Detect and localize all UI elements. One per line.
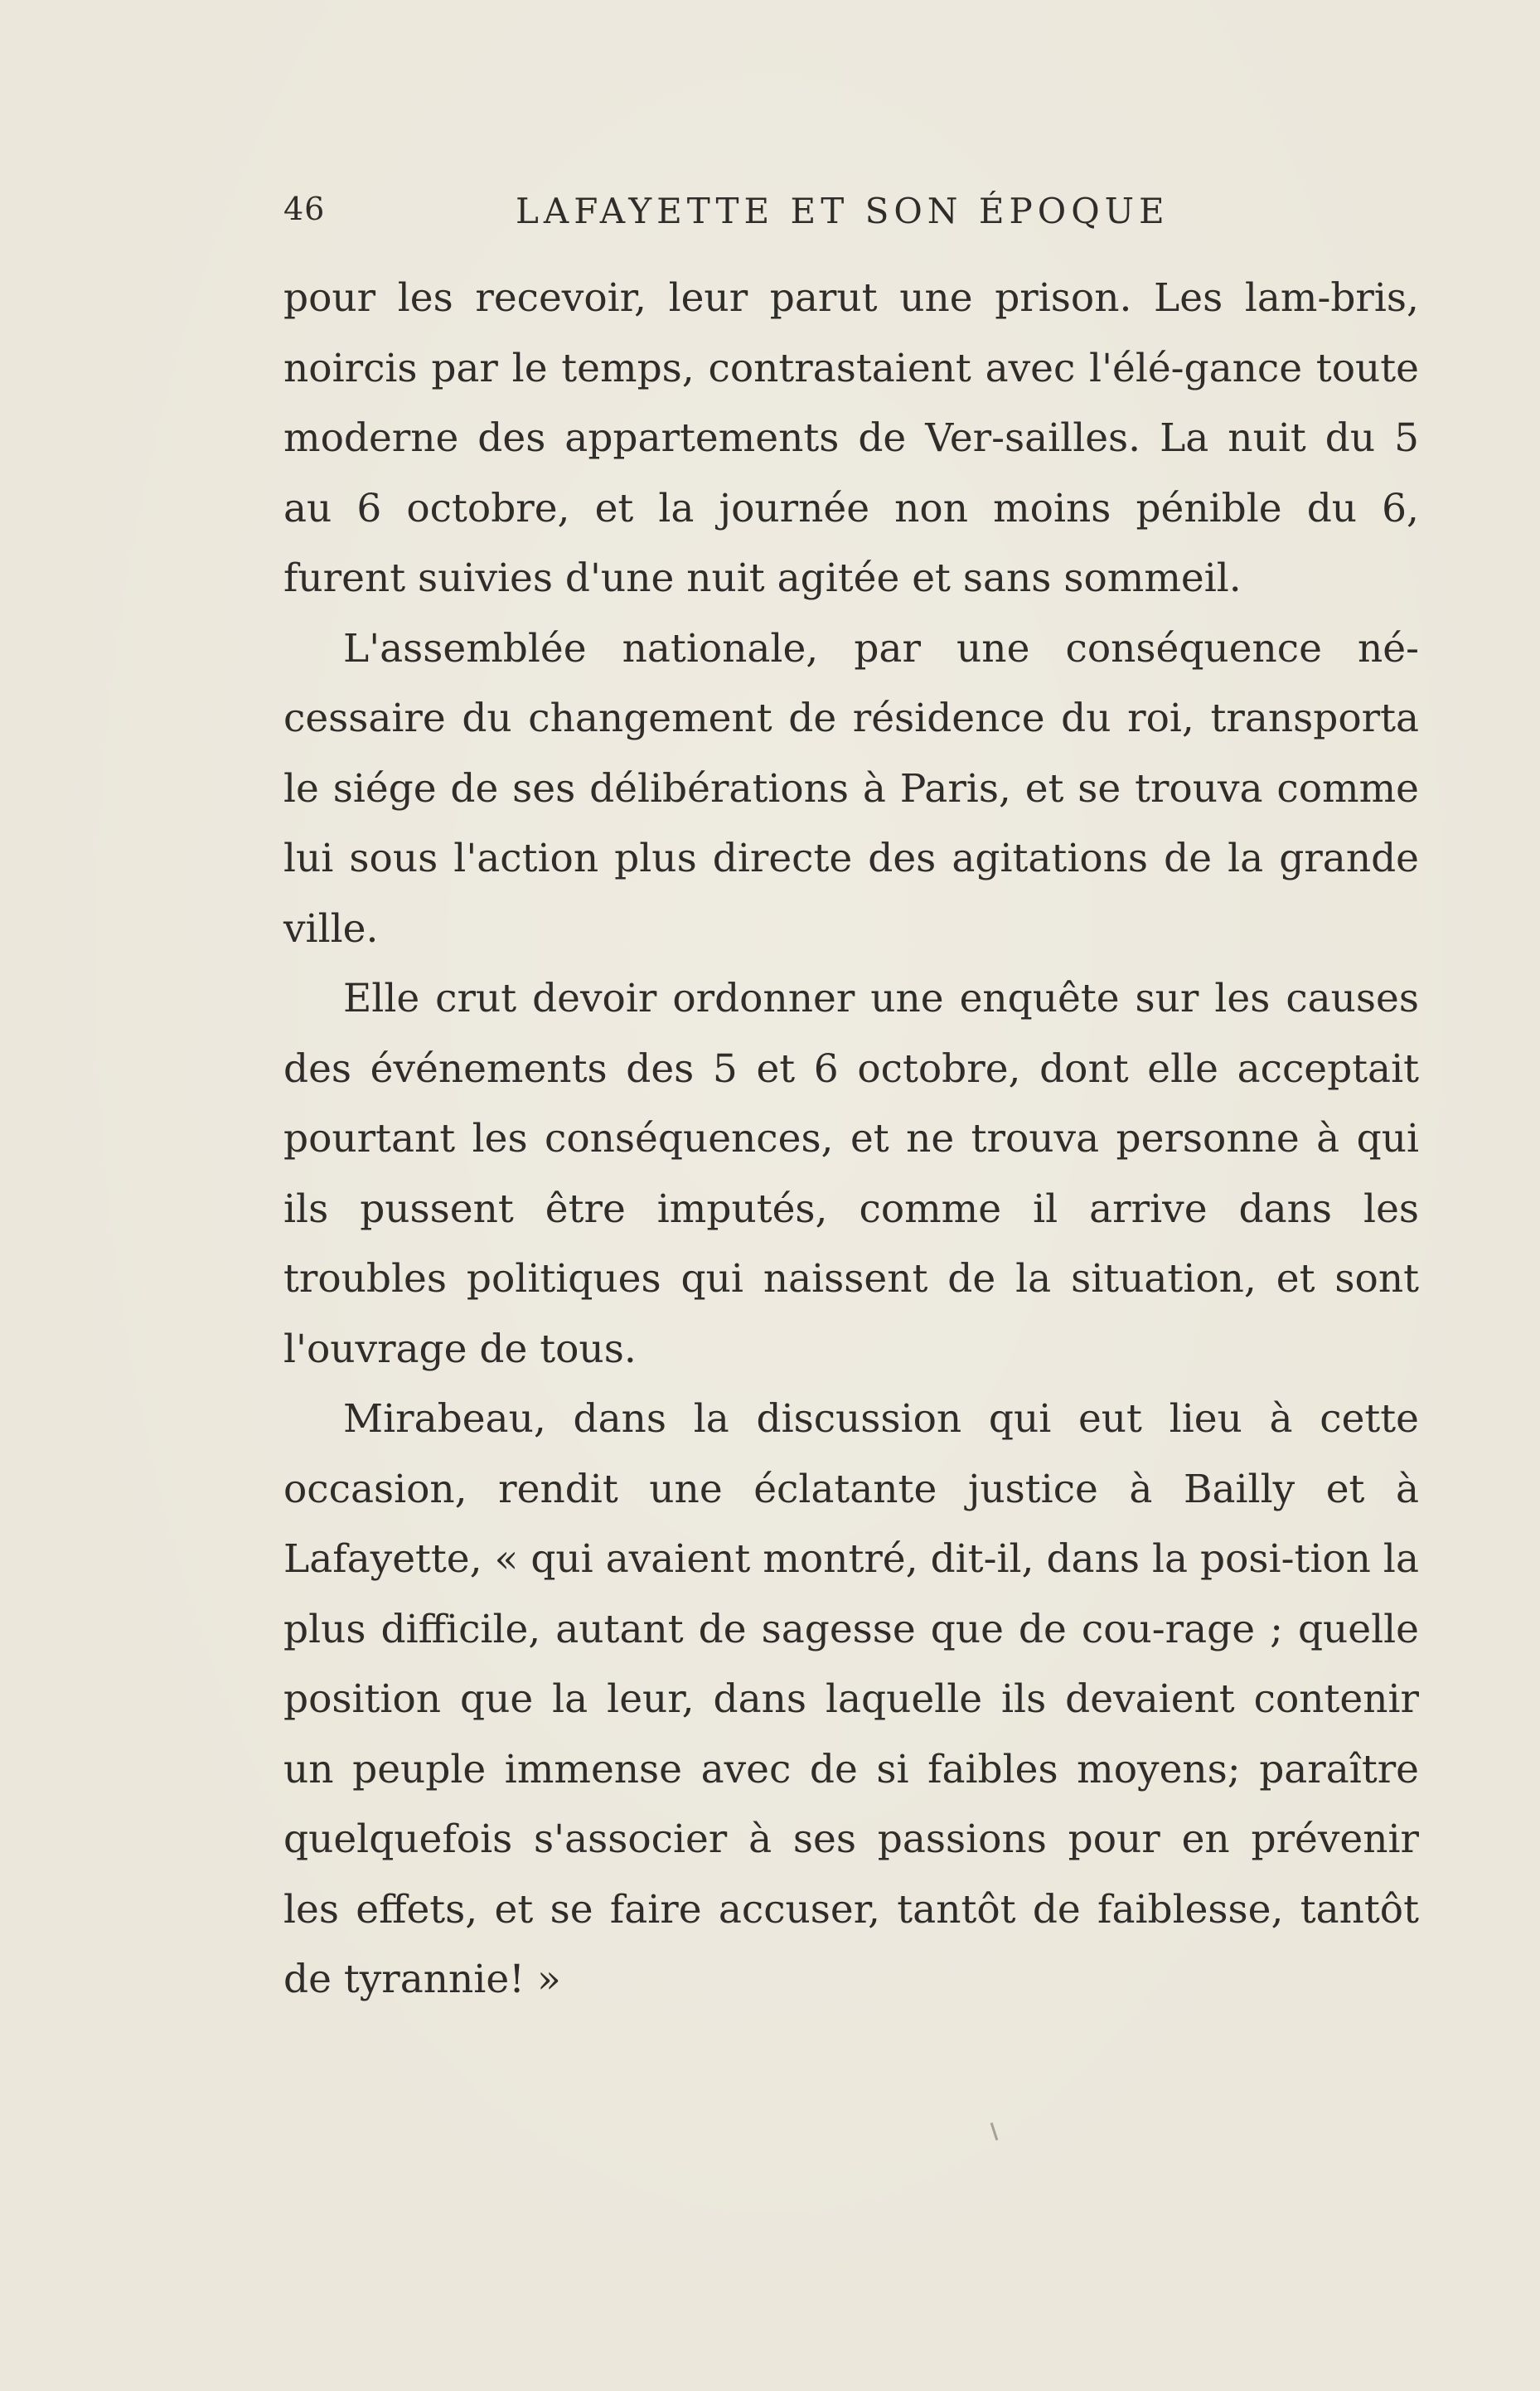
page-number: 46 [283,191,326,227]
paragraph-continuation: pour les recevoir, leur parut une prison. Les lam-bris, noircis par le temps, contrastaient avec l'élé-gance toute moderne des appartements de Ver-sailles. La nuit du 5 au 6 octobre, et la journée non moins pénible du 6, furent suivies d'une nuit agitée et sans sommeil. [283,275,1419,601]
paragraph-mirabeau: Mirabeau, dans la discussion qui eut lieu à cette occasion, rendit une éclatante justice à Bailly et à Lafayette, « qui avaient montré, dit-il, dans la posi-tion la plus difficile, autant de sagesse que de cou-rage ; quelle position que la leur, dans laquelle ils devaient contenir un peuple immense avec de si faibles moyens; paraître quelquefois s'associer à ses passions pour en prévenir les effets, et se faire accuser, tantôt de faiblesse, tantôt de tyrannie! » [283,1396,1419,2002]
running-head: LAFAYETTE ET SON ÉPOQUE [516,191,1170,231]
page-header [283,191,1419,240]
paragraph-enquete: Elle crut devoir ordonner une enquête sur les causes des événements des 5 et 6 octobre, dont elle acceptait pourtant les conséquences, et ne trouva personne à qui ils pussent être imputés, comme il arrive dans les troubles politiques qui naissent de la situation, et sont l'ouvrage de tous. [283,976,1419,1372]
paper-speck [990,2122,999,2141]
paragraph-assemblee: L'assemblée nationale, par une conséquence né-cessaire du changement de résidence du roi, transporta le siége de ses délibérations à Paris, et se trouva comme lui sous l'action plus directe des agitations de la grande ville. [283,625,1419,952]
body-text [283,264,1419,2015]
